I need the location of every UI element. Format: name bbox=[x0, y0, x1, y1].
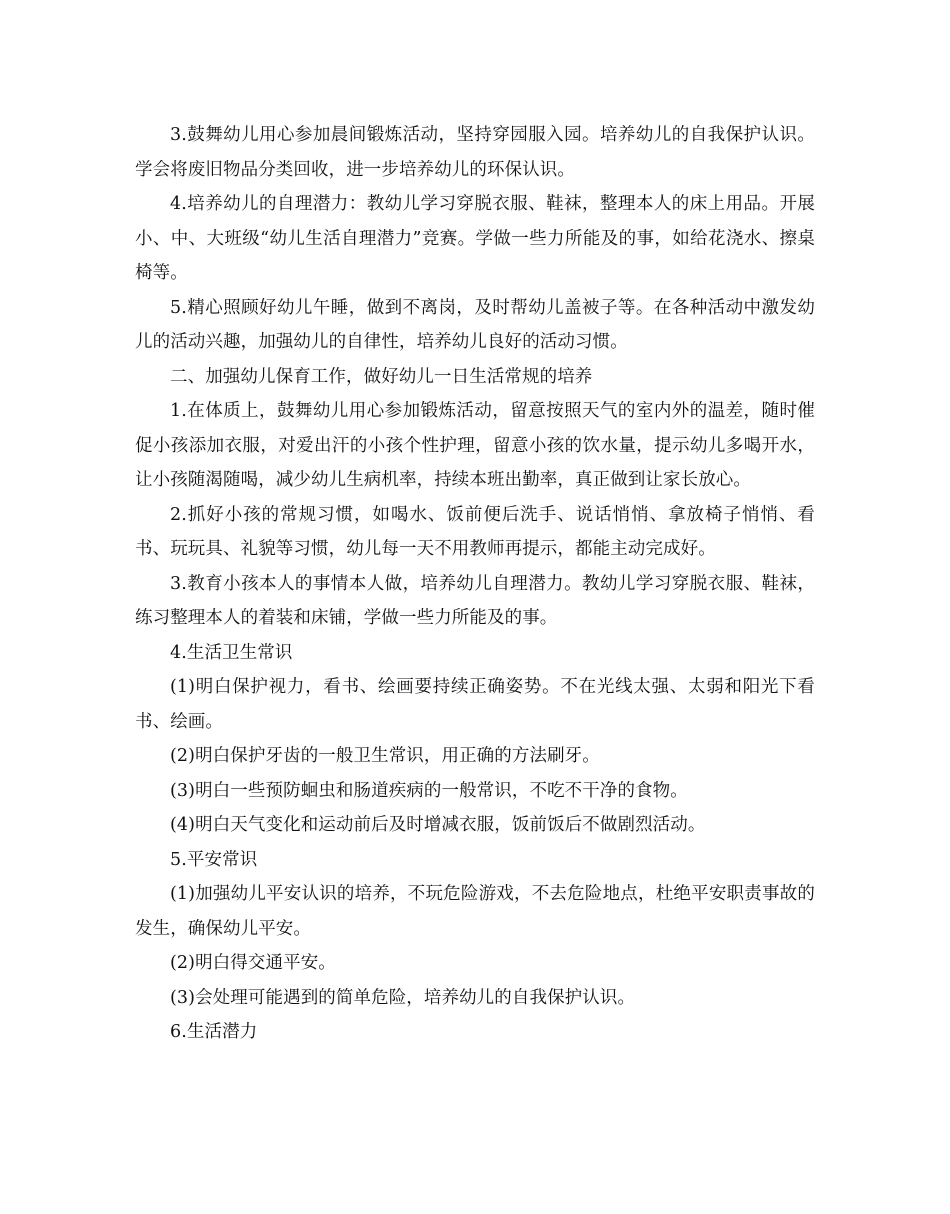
paragraph-3: 5.精心照顾好幼儿午睡，做到不离岗，及时帮幼儿盖被子等。在各种活动中激发幼儿的活动兴趣，加强幼儿的自律性，培养幼儿良好的活动习惯。 bbox=[135, 297, 815, 352]
paragraph-7: 3.教育小孩本人的事情本人做，培养幼儿自理潜力。教幼儿学习穿脱衣服、鞋袜，练习整理本人的着装和床铺，学做一些力所能及的事。 bbox=[135, 573, 815, 628]
subheading-hygiene: 4.生活卫生常识 bbox=[170, 642, 293, 663]
paragraph-2: 4.培养幼儿的自理潜力：教幼儿学习穿脱衣服、鞋袜，整理本人的床上用品。开展小、中、大班级“幼儿生活自理潜力”竞赛。学做一些力所能及的事，如给花浇水、擦桌椅等。 bbox=[135, 194, 815, 283]
paragraph-9: (1)明白保护视力，看书、绘画要持续正确姿势。不在光线太强、太弱和阳光下看书、绘画。 bbox=[135, 677, 815, 732]
paragraph-16: (3)会处理可能遇到的简单危险，培养幼儿的自我保护认识。 bbox=[170, 987, 636, 1008]
paragraph-1: 3.鼓舞幼儿用心参加晨间锻炼活动，坚持穿园服入园。培养幼儿的自我保护认识。学会将废旧物品分类回收，进一步培养幼儿的环保认识。 bbox=[135, 125, 815, 180]
subheading-safety: 5.平安常识 bbox=[170, 849, 258, 870]
paragraph-14: (1)加强幼儿平安认识的培养，不玩危险游戏，不去危险地点，杜绝平安职责事故的发生，确保幼儿平安。 bbox=[135, 884, 815, 939]
paragraph-5: 1.在体质上，鼓舞幼儿用心参加锻炼活动，留意按照天气的室内外的温差，随时催促小孩添加衣服，对爱出汗的小孩个性护理，留意小孩的饮水量，提示幼儿多喝开水，让小孩随渴随喝，减少幼儿生病机率，持续本班出勤率，真正做到让家长放心。 bbox=[135, 401, 815, 490]
paragraph-11: (3)明白一些预防蛔虫和肠道疾病的一般常识，不吃不干净的食物。 bbox=[170, 780, 688, 801]
paragraph-15: (2)明白得交通平安。 bbox=[170, 953, 336, 973]
paragraph-12: (4)明白天气变化和运动前后及时增减衣服，饭前饭后不做剧烈活动。 bbox=[170, 815, 706, 835]
paragraph-10: (2)明白保护牙齿的一般卫生常识，用正确的方法刷牙。 bbox=[170, 746, 600, 766]
paragraph-6: 2.抓好小孩的常规习惯，如喝水、饭前便后洗手、说话悄悄、拿放椅子悄悄、看书、玩玩具、礼貌等习惯，幼儿每一天不用教师再提示，都能主动完成好。 bbox=[135, 504, 815, 559]
subheading-life-skills: 6.生活潜力 bbox=[170, 1022, 258, 1042]
section-heading: 二、加强幼儿保育工作，做好幼儿一日生活常规的培养 bbox=[170, 366, 593, 387]
document-body bbox=[135, 118, 815, 1050]
